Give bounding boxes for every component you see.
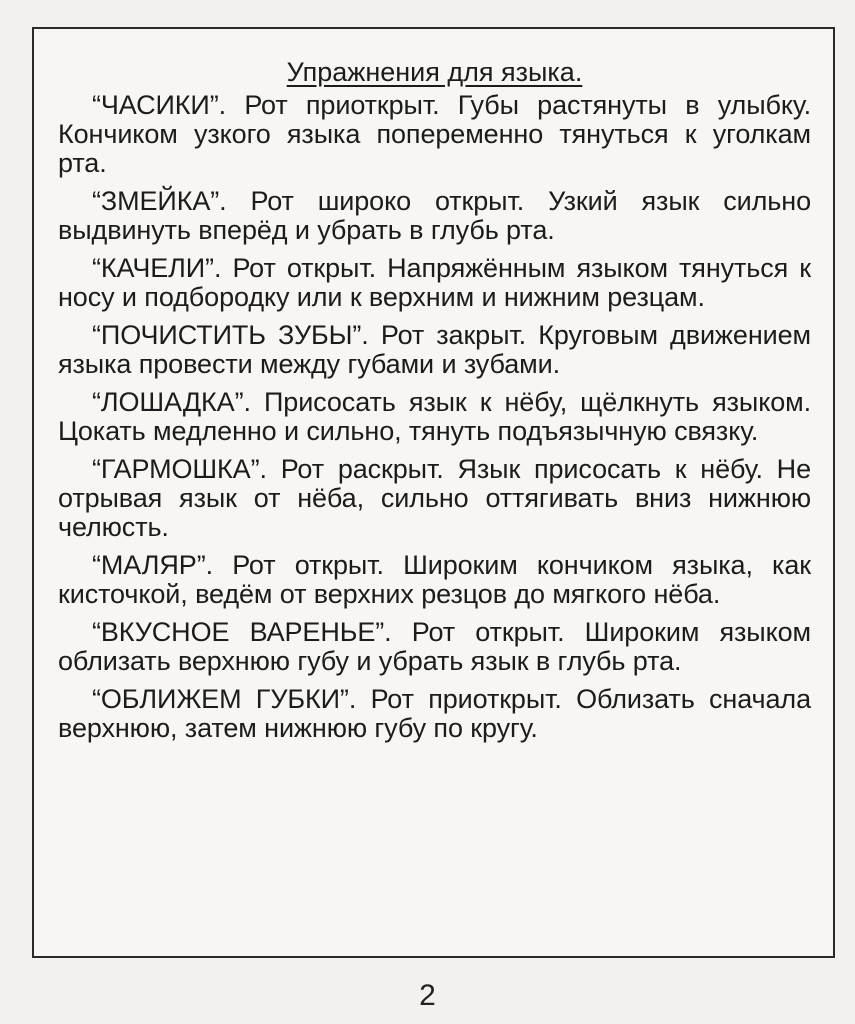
exercise-text: Рот открыт. Широким кончиком языка, как кисточкой, ведём от верхних резцов до мягкого нёба.: [58, 550, 811, 609]
exercise-name: “ОБЛИЖЕМ ГУБКИ”.: [92, 684, 357, 714]
exercise-text: Рот открыт. Широким языком облизать верхнюю губу и убрать язык в глубь рта.: [58, 617, 811, 676]
exercise-garmoshka: [58, 455, 811, 542]
exercise-text: Рот широко открыт. Узкий язык сильно выдвинуть вперёд и убрать в глубь рта.: [58, 186, 811, 245]
exercise-name: “ЗМЕЙКА”.: [92, 186, 227, 216]
exercise-loshadka: [58, 388, 811, 446]
exercise-chasiki: [58, 91, 811, 178]
exercise-pochistit-zuby: [58, 321, 811, 379]
exercise-frame: [32, 27, 835, 958]
exercise-text: Рот приоткрыт. Губы растянуты в улыбку. Кончиком узкого языка попеременно тянуться к уголкам рта.: [58, 90, 811, 178]
page-title: Упражнения для языка.: [286, 57, 583, 87]
page-number: 2: [419, 979, 436, 1012]
exercise-text: Рот раскрыт. Язык присосать к нёбу. Не отрывая язык от нёба, сильно оттягивать вниз нижнюю челюсть.: [58, 454, 811, 542]
exercise-zmeyka: [58, 187, 811, 245]
exercise-kacheli: [58, 254, 811, 312]
exercise-name: “ЧАСИКИ”.: [92, 90, 227, 120]
exercise-name: “ЛОШАДКА”.: [92, 387, 251, 417]
exercise-name: “ПОЧИСТИТЬ ЗУБЫ”.: [92, 320, 369, 350]
exercise-text: Рот приоткрыт. Облизать сначала верхнюю, затем нижнюю губу по кругу.: [58, 684, 811, 743]
exercise-name: “ВКУСНОЕ ВАРЕНЬЕ”.: [92, 617, 392, 647]
exercise-vkusnoe-varenie: [58, 618, 811, 676]
exercise-text: Присосать язык к нёбу, щёлкнуть языком. Цокать медленно и сильно, тянуть подъязычную связку.: [58, 387, 811, 446]
exercise-text: Рот закрыт. Круговым движением языка провести между губами и зубами.: [58, 320, 811, 379]
exercise-malyar: [58, 551, 811, 609]
exercise-name: “КАЧЕЛИ”.: [92, 253, 222, 283]
exercise-name: “ГАРМОШКА”.: [92, 454, 267, 484]
exercise-text: Рот открыт. Напряжённым языком тянуться к носу и подбородку или к верхним и нижним резцам.: [58, 253, 811, 312]
exercise-name: “МАЛЯР”.: [92, 550, 214, 580]
exercise-oblizhem-gubki: [58, 685, 811, 743]
